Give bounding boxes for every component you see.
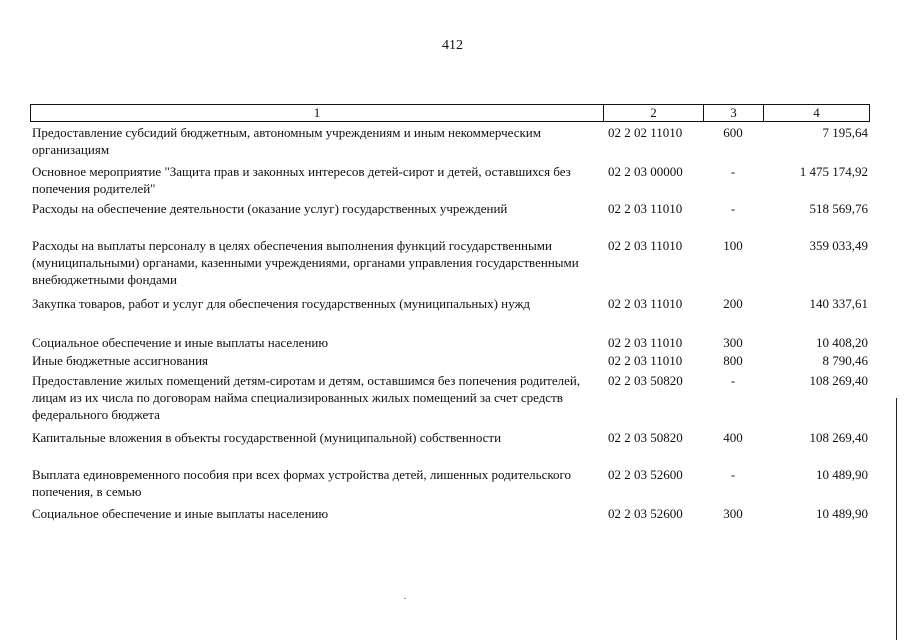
row-name: Иные бюджетные ассигнования: [32, 353, 209, 368]
column-header-4: 4: [813, 105, 820, 120]
scan-speck: [404, 598, 406, 599]
row-type: -: [730, 467, 736, 482]
row-code: 02 2 03 11010: [608, 201, 683, 216]
row-name: Социальное обеспечение и иные выплаты населению: [32, 506, 329, 521]
row-code: 02 2 03 11010: [608, 335, 683, 350]
row-type: -: [730, 373, 736, 388]
row-amount: 359 033,49: [809, 238, 868, 253]
row-code: 02 2 03 50820: [608, 373, 683, 388]
row-name: Выплата единовременного пособия при всех формах устройства детей, лишенных родительского попечения, в семью: [32, 467, 572, 499]
row-amount: 108 269,40: [809, 430, 868, 445]
row-code: 02 2 03 11010: [608, 353, 683, 368]
column-header-2: 2: [604, 105, 704, 121]
page-number: 412: [442, 38, 463, 53]
row-type: 200: [723, 296, 743, 311]
row-type: -: [730, 201, 736, 216]
row-amount: 518 569,76: [809, 201, 868, 216]
row-amount: 7 195,64: [822, 125, 868, 140]
row-code: 02 2 03 11010: [608, 296, 683, 311]
row-type: 400: [723, 430, 743, 445]
column-header-3: 3: [704, 105, 764, 121]
scan-edge-line: [896, 398, 897, 640]
row-name: Закупка товаров, работ и услуг для обеспечения государственных (муниципальных) нужд: [32, 296, 531, 311]
row-name: Расходы на обеспечение деятельности (оказание услуг) государственных учреждений: [32, 201, 508, 216]
row-code: 02 2 03 52600: [608, 467, 683, 482]
row-code: 02 2 03 11010: [608, 238, 683, 253]
row-amount: 108 269,40: [809, 373, 868, 388]
row-type: 300: [723, 506, 743, 521]
row-amount: 10 489,90: [816, 467, 868, 482]
row-code: 02 2 03 00000: [608, 164, 683, 179]
row-amount: 8 790,46: [822, 353, 868, 368]
row-name: Предоставление жилых помещений детям-сиротам и детям, оставшимся без попечения родителей, лицам из их числа по договорам найма специализированных жилых помещений за счет средств федерального бюджета: [32, 373, 581, 422]
row-type: 600: [723, 125, 743, 140]
row-type: 800: [723, 353, 743, 368]
row-name: Социальное обеспечение и иные выплаты населению: [32, 335, 329, 350]
row-name: Основное мероприятие "Защита прав и законных интересов детей-сирот и детей, оставшихся без попечения родителей": [32, 164, 571, 196]
column-header-1: 1: [31, 105, 604, 121]
row-name: Предоставление субсидий бюджетным, автономным учреждениям и иным некоммерческим организациям: [32, 125, 541, 157]
row-type: 300: [723, 335, 743, 350]
row-code: 02 2 03 52600: [608, 506, 683, 521]
row-type: 100: [723, 238, 743, 253]
table-header: [30, 104, 870, 122]
row-amount: 1 475 174,92: [799, 164, 868, 179]
row-amount: 10 489,90: [816, 506, 868, 521]
row-name: Расходы на выплаты персоналу в целях обеспечения выполнения функций государственными (муниципальными) органами, казенными учреждениями, органами управления государственными внебюджетными фондами: [32, 238, 579, 287]
row-code: 02 2 02 11010: [608, 125, 683, 140]
row-amount: 10 408,20: [816, 335, 868, 350]
row-amount: 140 337,61: [809, 296, 868, 311]
row-code: 02 2 03 50820: [608, 430, 683, 445]
row-type: -: [730, 164, 736, 179]
row-name: Капитальные вложения в объекты государственной (муниципальной) собственности: [32, 430, 502, 445]
